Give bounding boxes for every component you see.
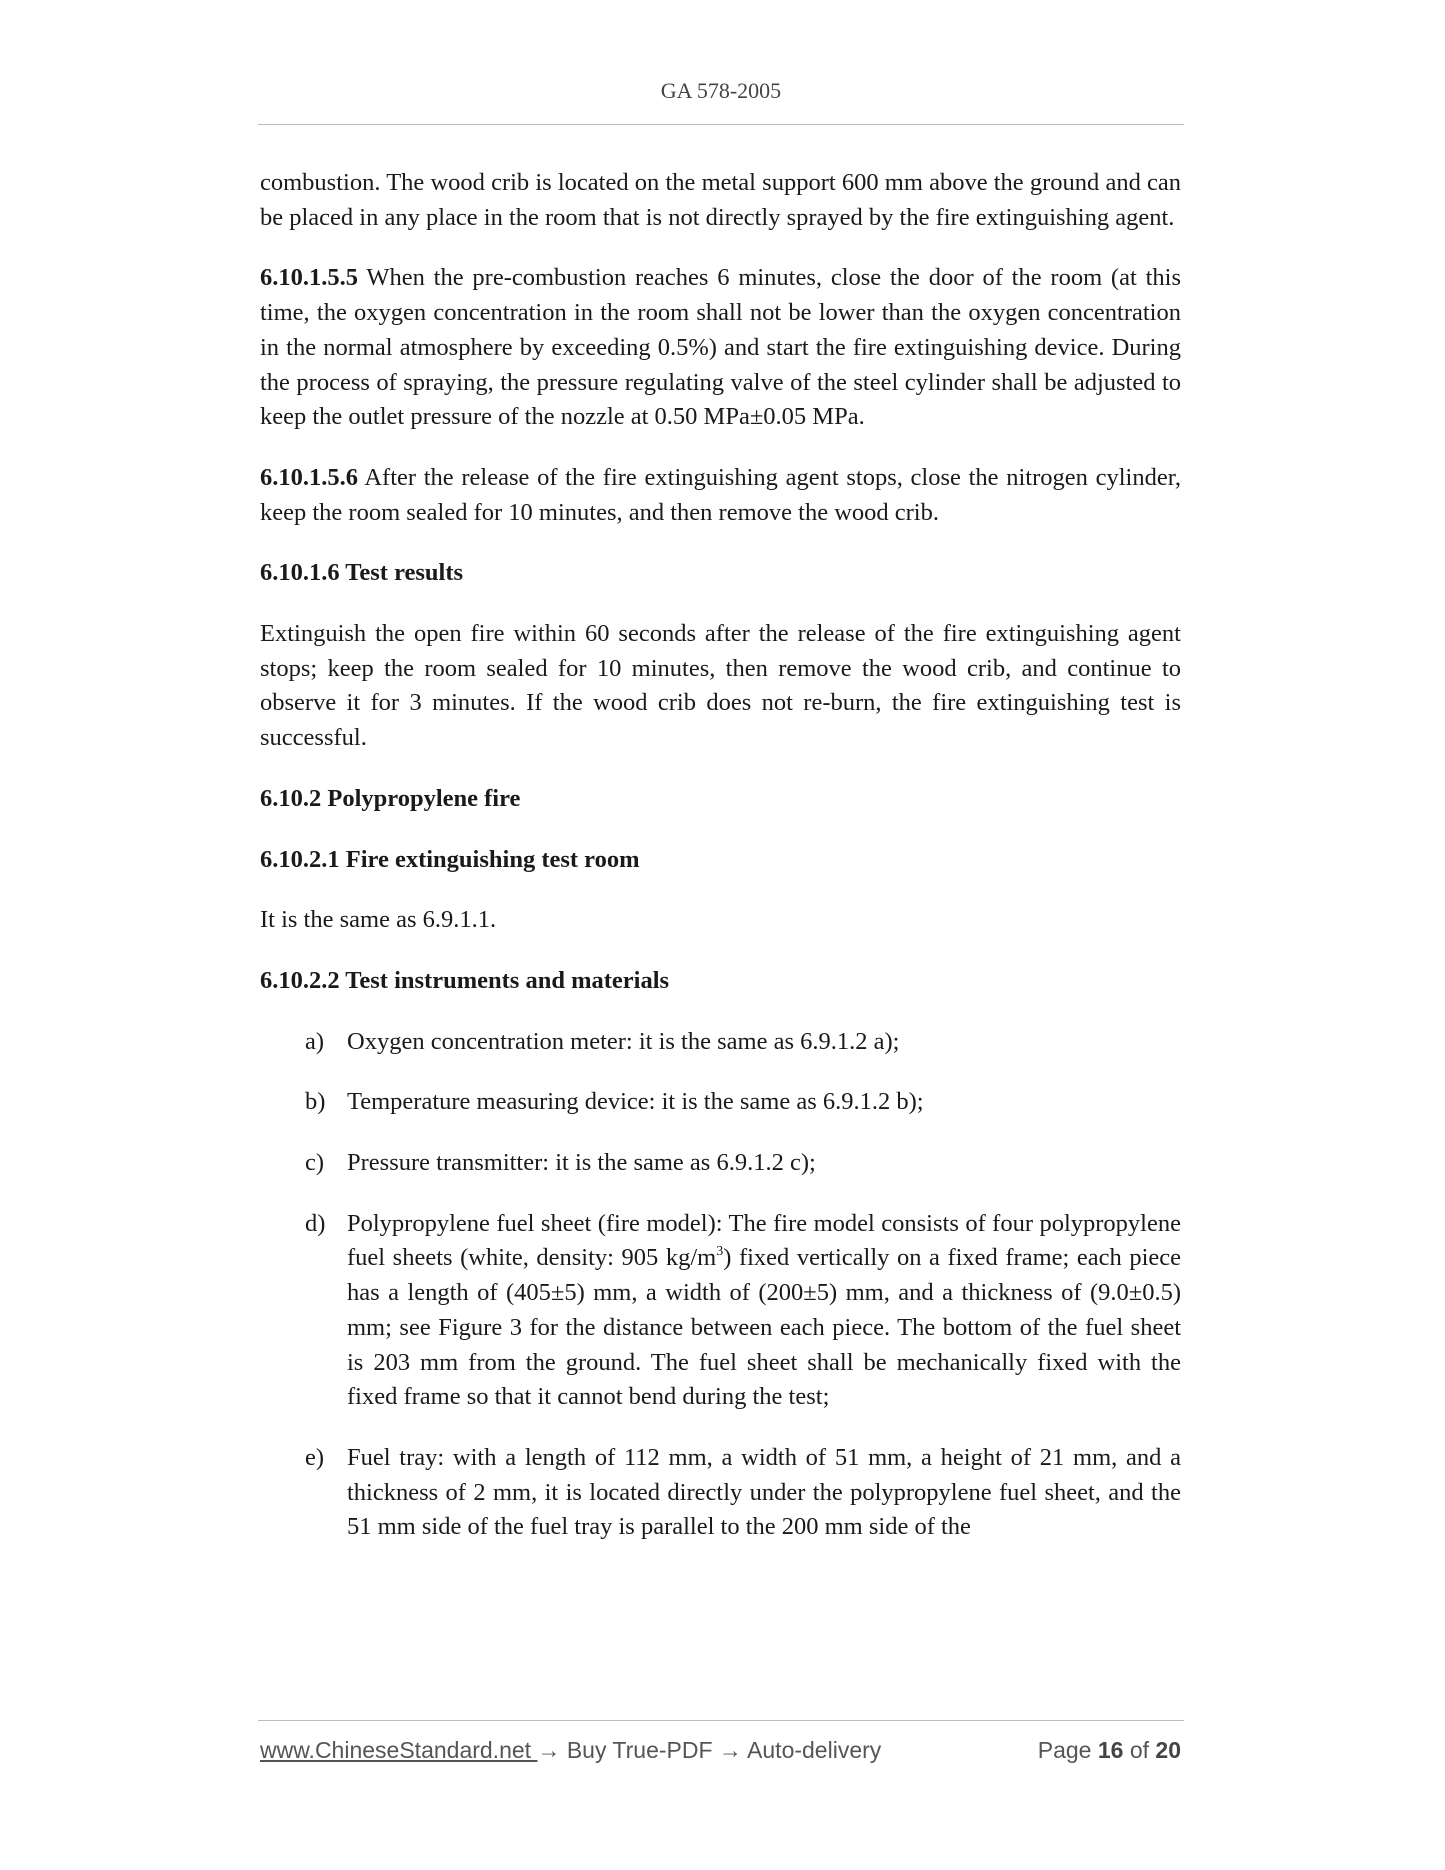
paragraph-test-room: It is the same as 6.9.1.1. bbox=[260, 906, 497, 934]
section-heading-polypropylene-fire: 6.10.2 Polypropylene fire bbox=[260, 784, 521, 812]
section-heading-test-room: 6.10.2.1 Fire extinguishing test room bbox=[260, 845, 640, 873]
total-pages: 20 bbox=[1155, 1737, 1181, 1763]
page-header bbox=[258, 78, 1184, 104]
paragraph-test-results: Extinguish the open fire within 60 seconds after the release of the fire extinguishing agent stops; keep the room sealed for 10 minutes, then remove the wood crib, and continue to observe it for 3 minutes. If the wood crib does not re-burn, the fire extinguishing test is successful. bbox=[260, 620, 1181, 752]
list-marker: e) bbox=[305, 1443, 325, 1471]
clause-text: After the release of the fire extinguishing agent stops, close the nitrogen cylinder, keep the room sealed for 10 minutes, and then remove the wood crib. bbox=[260, 463, 1181, 526]
list-item bbox=[260, 1441, 1181, 1545]
list-marker: a) bbox=[305, 1027, 325, 1055]
list-marker: c) bbox=[305, 1149, 325, 1177]
list-item-text: Fuel tray: with a length of 112 mm, a width of 51 mm, a height of 21 mm, and a thickness of 2 mm, it is located directly under the polypropylene fuel sheet, and the 51 mm side of the fuel tray is parallel to the 200 mm side of the bbox=[347, 1443, 1181, 1541]
footer-left bbox=[260, 1733, 881, 1767]
section-heading-instruments: 6.10.2.2 Test instruments and materials bbox=[260, 966, 670, 994]
buy-label: Buy True-PDF bbox=[560, 1737, 719, 1763]
list-item-text: Pressure transmitter: it is the same as 6.9.1.2 c); bbox=[347, 1149, 816, 1177]
clause-text: When the pre-combustion reaches 6 minutes, close the door of the room (at this time, the oxygen concentration in the room shall not be lower than the oxygen concentration in the normal atmosphere by exceeding 0.5%) and start the fire extinguishing device. During the process of spraying, the pressure regulating valve of the steel cylinder shall be adjusted to keep the outlet pressure of the nozzle at 0.50 MPa±0.05 MPa. bbox=[260, 264, 1181, 431]
page-content bbox=[260, 166, 1181, 1571]
current-page: 16 bbox=[1097, 1737, 1124, 1763]
arrow-right-icon: → bbox=[537, 1737, 561, 1763]
clause-6-10-1-5-5 bbox=[260, 261, 1181, 435]
page-label: Page bbox=[1037, 1737, 1098, 1763]
section-heading-test-results: 6.10.1.6 Test results bbox=[260, 559, 464, 587]
instrument-list bbox=[260, 1025, 1181, 1545]
list-item-text-cont: ) fixed vertically on a fixed frame; each piece has a length of (405±5) mm, a width of (200±5) mm, and a thickness of (9.0±0.5) mm; see Figure 3 for the distance between each piece. The bottom of the fuel sheet is 203 mm from the ground. The fuel sheet shall be mechanically fixed with the fixed frame so that it cannot bend during the test; bbox=[347, 1244, 1181, 1411]
list-item bbox=[260, 1025, 1181, 1060]
delivery-label: Auto-delivery bbox=[741, 1737, 882, 1763]
list-item bbox=[260, 1207, 1181, 1415]
list-item bbox=[260, 1146, 1181, 1181]
clause-number: 6.10.1.5.6 bbox=[260, 463, 358, 491]
clause-number: 6.10.1.5.5 bbox=[260, 264, 358, 292]
page-footer bbox=[260, 1733, 1181, 1767]
superscript: 3 bbox=[716, 1244, 724, 1260]
list-item-text: Temperature measuring device: it is the same as 6.9.1.2 b); bbox=[347, 1088, 924, 1116]
of-label: of bbox=[1123, 1737, 1156, 1763]
footer-divider bbox=[258, 1720, 1184, 1721]
list-marker: b) bbox=[305, 1088, 326, 1116]
arrow-right-icon: → bbox=[718, 1737, 742, 1763]
list-marker: d) bbox=[305, 1209, 326, 1237]
header-divider bbox=[258, 124, 1184, 125]
website-link[interactable]: www.ChineseStandard.net bbox=[260, 1737, 538, 1763]
document-id: GA 578-2005 bbox=[660, 78, 782, 103]
clause-6-10-1-5-6 bbox=[260, 461, 1181, 530]
list-item-text: Polypropylene fuel sheet (fire model): The fire model consists of four polypropylene fuel sheets (white, density: 905 kg/m bbox=[347, 1209, 1181, 1272]
page-counter bbox=[1038, 1733, 1181, 1767]
paragraph-continuation: combustion. The wood crib is located on the metal support 600 mm above the ground and can be placed in any place in the room that is not directly sprayed by the fire extinguishing agent. bbox=[260, 169, 1181, 231]
list-item-text: Oxygen concentration meter: it is the same as 6.9.1.2 a); bbox=[347, 1027, 900, 1055]
list-item bbox=[260, 1085, 1181, 1120]
